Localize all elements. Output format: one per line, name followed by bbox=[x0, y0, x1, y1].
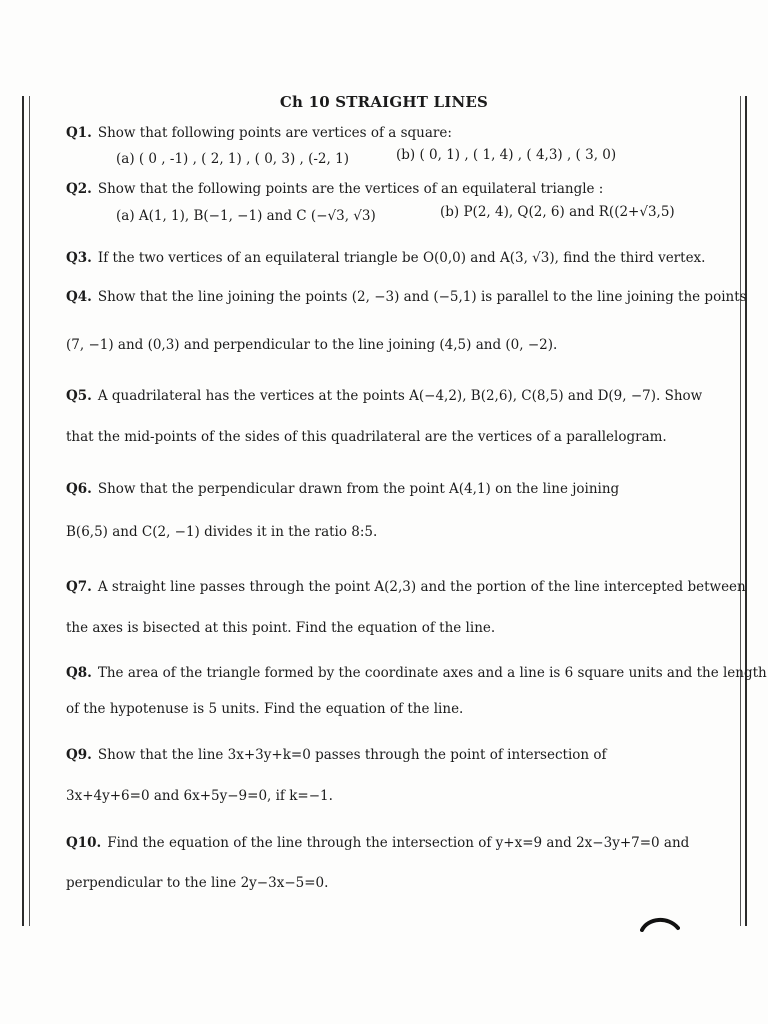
question-1-part-b: (b) ( 0, 1) , ( 1, 4) , ( 4,3) , ( 3, 0) bbox=[396, 147, 617, 163]
page-corner-mark-icon bbox=[640, 916, 680, 932]
question-9 bbox=[66, 746, 607, 764]
question-text: Show that the perpendicular drawn from the point A(4,1) on the line joining bbox=[97, 481, 620, 497]
question-text: A quadrilateral has the vertices at the points A(−4,2), B(2,6), C(8,5) and D(9, −7). Show bbox=[97, 388, 703, 404]
question-text: Find the equation of the line through the intersection of y+x=9 and 2x−3y+7=0 and bbox=[107, 835, 690, 851]
question-1 bbox=[66, 124, 452, 142]
question-3 bbox=[66, 249, 705, 267]
question-9-continued: 3x+4y+6=0 and 6x+5y−9=0, if k=−1. bbox=[66, 788, 333, 804]
question-7-continued: the axes is bisected at this point. Find the equation of the line. bbox=[66, 620, 496, 636]
question-10-continued: perpendicular to the line 2y−3x−5=0. bbox=[66, 875, 329, 891]
left-margin-rule bbox=[22, 96, 30, 926]
question-text: A straight line passes through the point A(2,3) and the portion of the line intercepted between bbox=[97, 579, 746, 595]
question-number: Q5. bbox=[66, 388, 92, 404]
page-title: Ch 10 STRAIGHT LINES bbox=[279, 93, 489, 111]
question-text: The area of the triangle formed by the coordinate axes and a line is 6 square units and the length bbox=[97, 665, 767, 681]
question-10 bbox=[66, 834, 689, 852]
right-margin-rule bbox=[740, 96, 747, 926]
question-text: If the two vertices of an equilateral triangle be O(0,0) and A(3, √3), find the third vertex. bbox=[97, 250, 706, 266]
question-number: Q2. bbox=[66, 181, 92, 197]
question-4-continued: (7, −1) and (0,3) and perpendicular to the line joining (4,5) and (0, −2). bbox=[66, 337, 558, 353]
question-number: Q7. bbox=[66, 579, 92, 595]
question-number: Q8. bbox=[66, 665, 92, 681]
question-5-continued: that the mid-points of the sides of this quadrilateral are the vertices of a parallelogram. bbox=[66, 429, 667, 445]
question-text: Show that the following points are the vertices of an equilateral triangle : bbox=[97, 181, 604, 197]
question-number: Q10. bbox=[66, 835, 102, 851]
question-text: Show that following points are vertices of a square: bbox=[97, 125, 452, 141]
question-number: Q1. bbox=[66, 125, 92, 141]
question-2 bbox=[66, 180, 603, 198]
question-6-continued: B(6,5) and C(2, −1) divides it in the ratio 8:5. bbox=[66, 524, 378, 540]
question-8 bbox=[66, 664, 767, 682]
question-8-continued: of the hypotenuse is 5 units. Find the equation of the line. bbox=[66, 701, 464, 717]
question-2-part-a: (a) A(1, 1), B(−1, −1) and C (−√3, √3) bbox=[116, 208, 376, 224]
question-text: Show that the line joining the points (2, −3) and (−5,1) is parallel to the line joining the points bbox=[97, 289, 747, 305]
question-number: Q6. bbox=[66, 481, 92, 497]
question-2-part-b: (b) P(2, 4), Q(2, 6) and R((2+√3,5) bbox=[440, 204, 675, 220]
question-7 bbox=[66, 578, 746, 596]
question-number: Q3. bbox=[66, 250, 92, 266]
question-1-part-a: (a) ( 0 , -1) , ( 2, 1) , ( 0, 3) , (-2, 1) bbox=[116, 151, 349, 167]
question-number: Q4. bbox=[66, 289, 92, 305]
question-4 bbox=[66, 288, 747, 306]
question-number: Q9. bbox=[66, 747, 92, 763]
question-5 bbox=[66, 387, 702, 405]
question-6 bbox=[66, 480, 619, 498]
question-text: Show that the line 3x+3y+k=0 passes through the point of intersection of bbox=[97, 747, 607, 763]
